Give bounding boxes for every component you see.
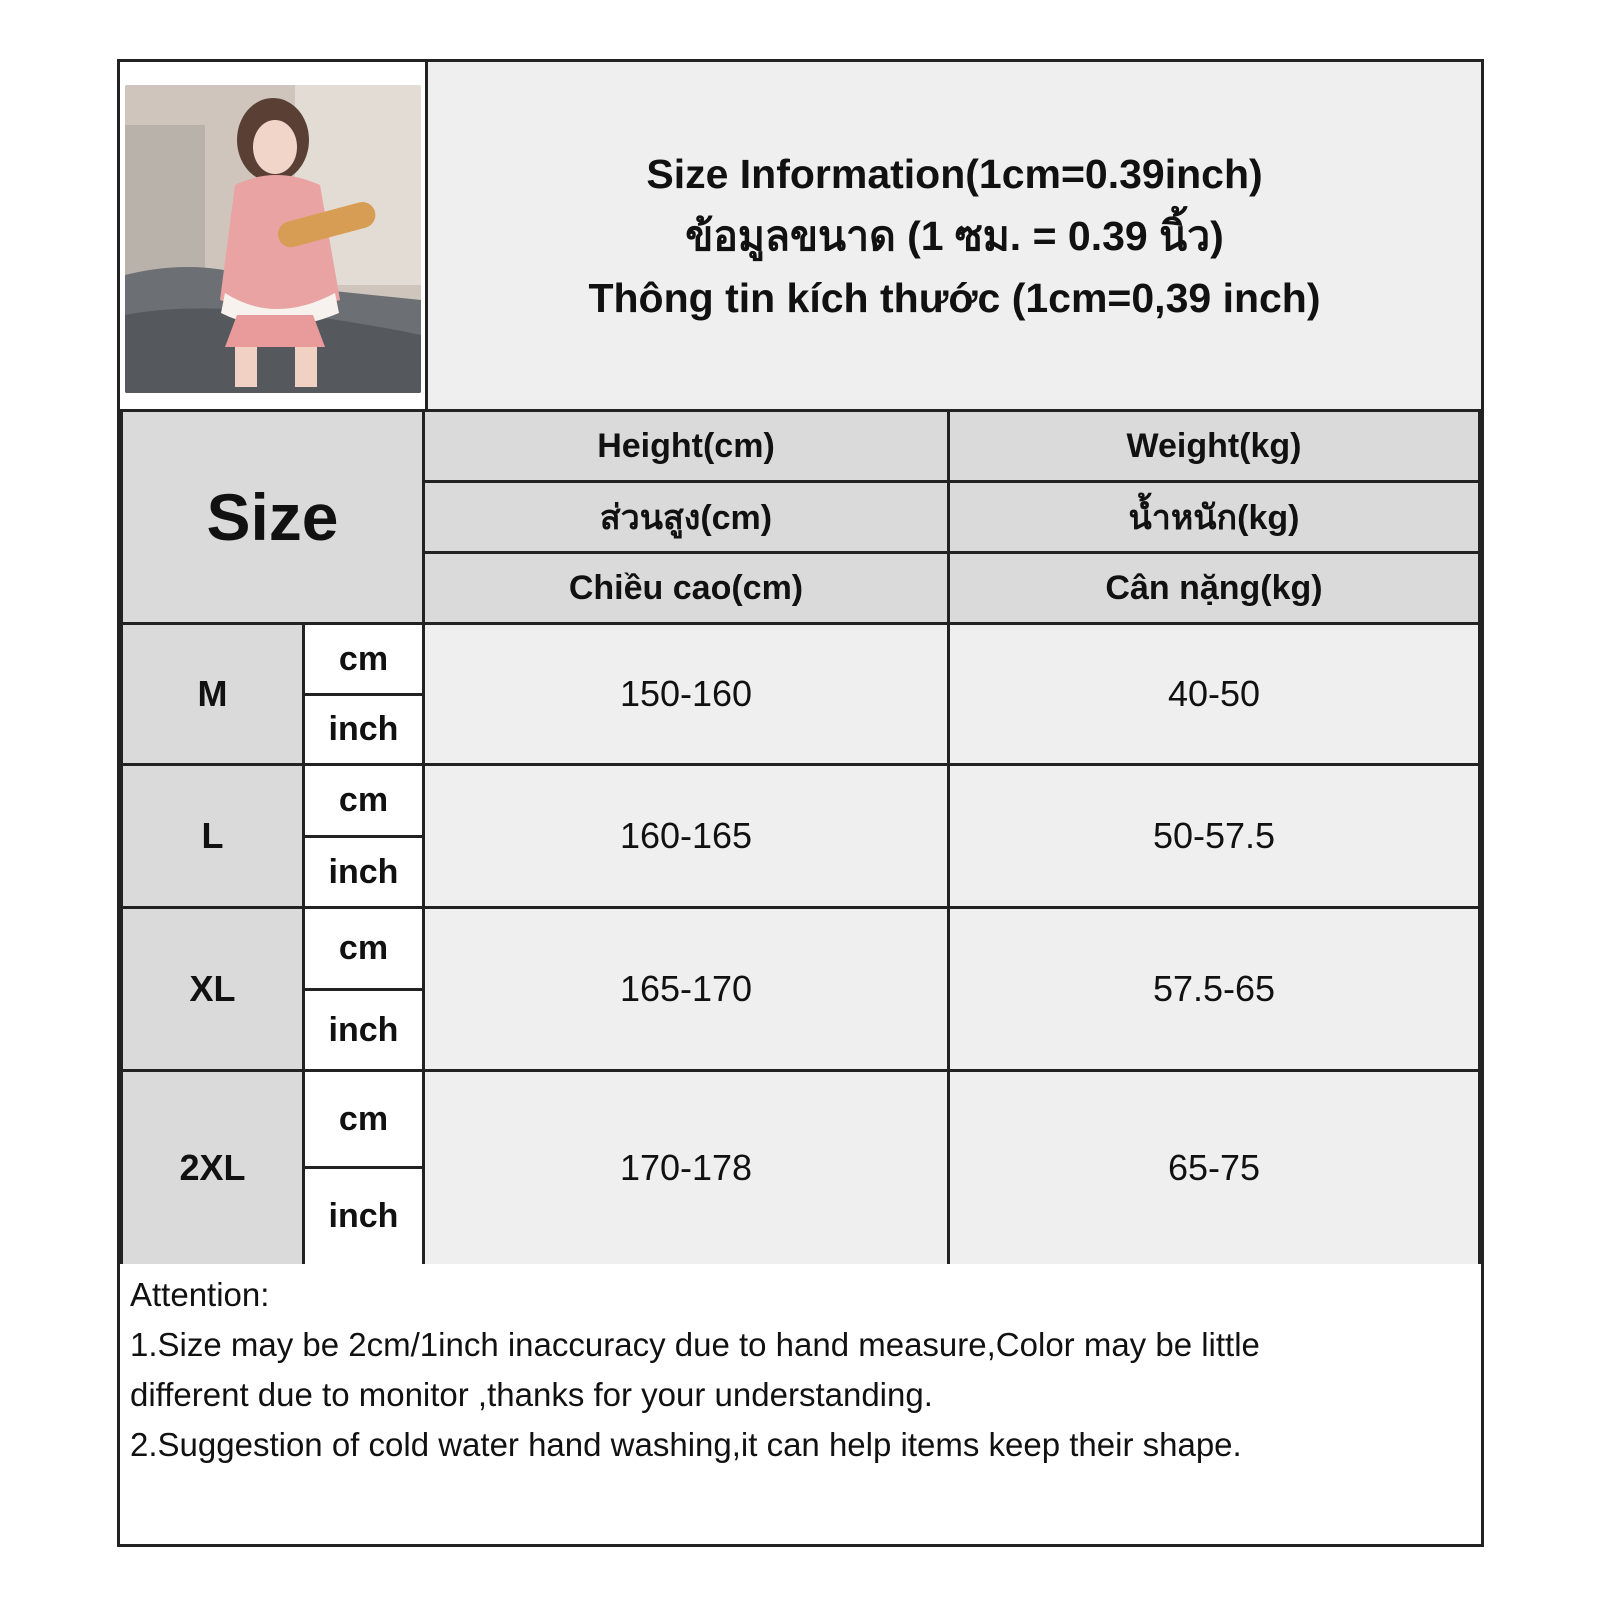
size-cell-xl: XL <box>120 906 305 1072</box>
height-value: 150-160 <box>422 622 950 766</box>
notes-heading: Attention: <box>130 1276 270 1313</box>
weight-header-th: น้ำหนัก(kg) <box>947 480 1481 554</box>
weight-header-en: Weight(kg) <box>947 409 1481 483</box>
weight-value: 50-57.5 <box>947 763 1481 909</box>
size-cell-l: L <box>120 763 305 909</box>
height-header-vi: Chiều cao(cm) <box>422 551 950 625</box>
product-photo-cell <box>120 62 425 412</box>
title-th: ข้อมูลขนาด (1 ซม. = 0.39 นิ้ว) <box>685 212 1224 259</box>
unit-inch: inch <box>302 1166 425 1267</box>
height-value: 170-178 <box>422 1069 950 1267</box>
size-chart <box>117 59 1484 1547</box>
height-header-en: Height(cm) <box>422 409 950 483</box>
product-photo <box>125 85 421 393</box>
height-value: 165-170 <box>422 906 950 1072</box>
unit-inch: inch <box>302 693 425 766</box>
weight-header-vi: Cân nặng(kg) <box>947 551 1481 625</box>
title-en: Size Information(1cm=0.39inch) <box>646 150 1263 197</box>
size-header: Size <box>120 409 425 625</box>
unit-cm: cm <box>302 622 425 696</box>
unit-inch: inch <box>302 988 425 1072</box>
title-cell <box>425 62 1481 412</box>
size-cell-m: M <box>120 622 305 766</box>
weight-value: 40-50 <box>947 622 1481 766</box>
weight-value: 65-75 <box>947 1069 1481 1267</box>
notes-line-2: different due to monitor ,thanks for your understanding. <box>130 1376 933 1413</box>
notes-line-3: 2.Suggestion of cold water hand washing,it can help items keep their shape. <box>130 1426 1242 1463</box>
notes-line-1: 1.Size may be 2cm/1inch inaccuracy due to hand measure,Color may be little <box>130 1326 1260 1363</box>
title-vi: Thông tin kích thước (1cm=0,39 inch) <box>588 274 1321 321</box>
unit-cm: cm <box>302 763 425 838</box>
unit-inch: inch <box>302 835 425 909</box>
height-header-th: ส่วนสูง(cm) <box>422 480 950 554</box>
height-value: 160-165 <box>422 763 950 909</box>
unit-cm: cm <box>302 906 425 991</box>
size-cell-2xl: 2XL <box>120 1069 305 1267</box>
weight-value: 57.5-65 <box>947 906 1481 1072</box>
unit-cm: cm <box>302 1069 425 1169</box>
attention-notes <box>120 1264 1481 1544</box>
